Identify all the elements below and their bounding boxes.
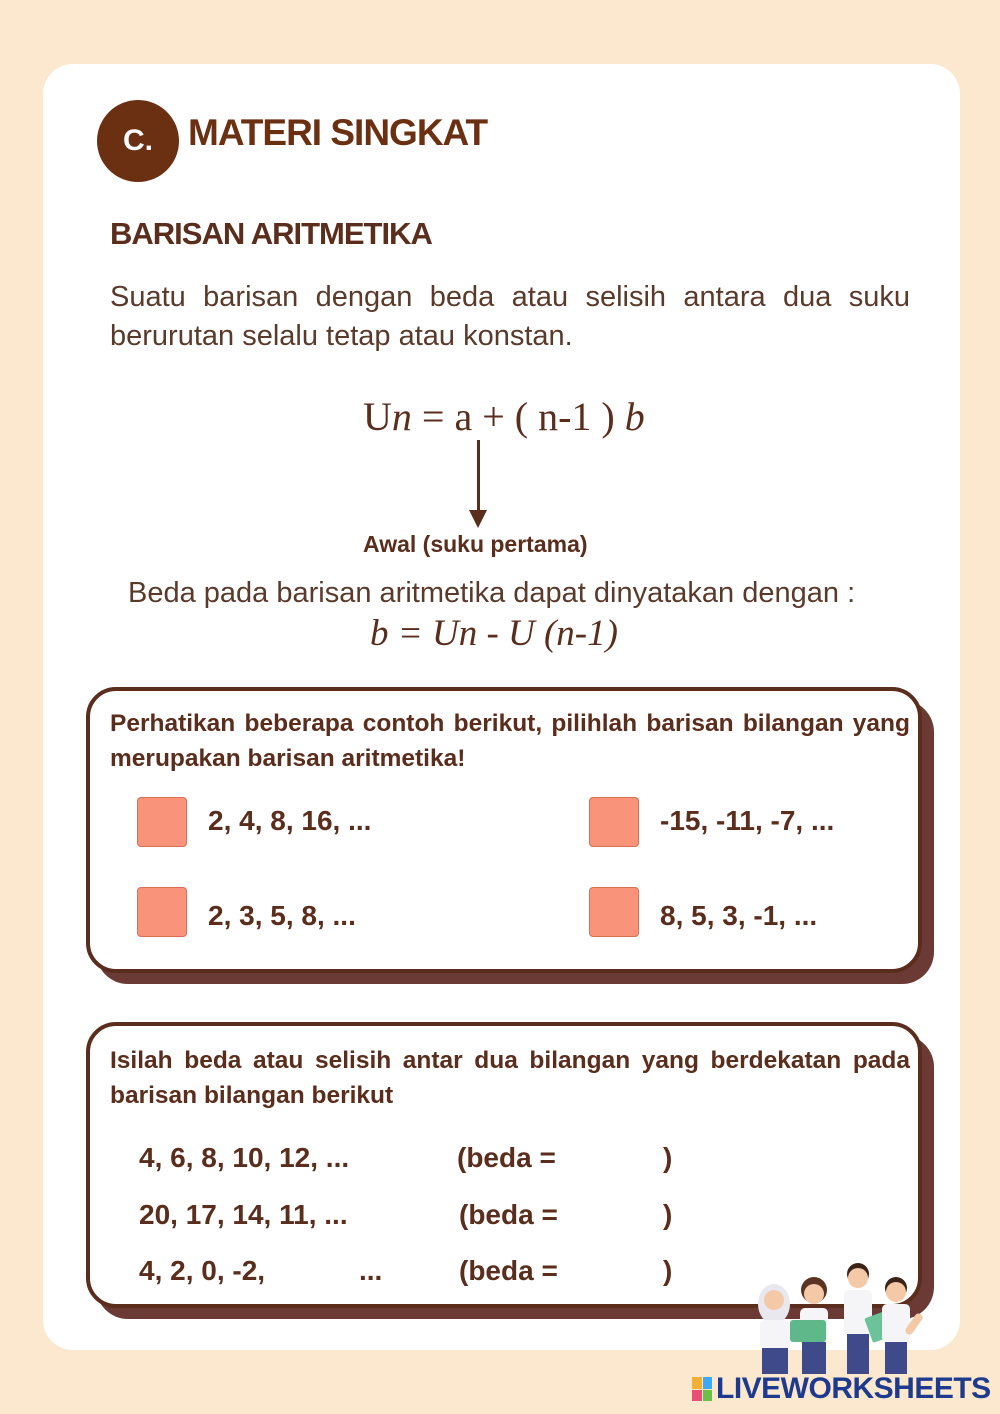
sequence-3: 4, 2, 0, -2, <box>139 1255 266 1286</box>
formula-n: n <box>391 394 412 439</box>
beda-formula: b = Un - U (n-1) <box>370 613 618 654</box>
beda-close-3: ) <box>663 1255 673 1286</box>
beda-input-1[interactable] <box>580 1142 660 1176</box>
beda-close-1: ) <box>663 1142 673 1173</box>
option-checkbox-4[interactable] <box>589 887 639 937</box>
formula-u: U <box>363 394 392 439</box>
sequence-2: 20, 17, 14, 11, ... <box>139 1199 348 1230</box>
students-illustration <box>748 1258 938 1376</box>
logo-square-3 <box>692 1390 702 1402</box>
section-title: MATERI SINGKAT <box>188 112 488 153</box>
sequence-3-ellipsis: ... <box>359 1255 383 1286</box>
logo-square-1 <box>692 1377 702 1389</box>
exercise2-instruction: Isilah beda atau selisih antar dua bilangan yang berdekatan pada barisan bilangan berikut <box>110 1047 910 1109</box>
beda-label-1: (beda = <box>457 1142 556 1173</box>
annotation-label: Awal (suku pertama) <box>363 531 588 557</box>
section-letter: C. <box>123 124 153 157</box>
topic-heading: BARISAN ARITMETIKA <box>110 216 432 251</box>
formula-b: b <box>624 394 645 439</box>
definition-paragraph: Suatu barisan dengan beda atau selisih antara dua suku berurutan selalu tetap atau konstan. <box>110 281 910 352</box>
beda-label-2: (beda = <box>459 1199 558 1230</box>
section-badge <box>97 100 179 182</box>
option-label-4: 8, 5, 3, -1, ... <box>660 900 818 931</box>
beda-paragraph: Beda pada barisan aritmetika dapat dinyatakan dengan : <box>128 577 856 609</box>
liveworksheets-brand <box>716 1372 991 1406</box>
beda-close-2: ) <box>663 1199 673 1230</box>
down-arrow-icon <box>469 510 487 528</box>
option-checkbox-3[interactable] <box>137 887 187 937</box>
option-label-2: -15, -11, -7, ... <box>660 805 835 836</box>
beda-input-3[interactable] <box>580 1255 660 1289</box>
option-label-3: 2, 3, 5, 8, ... <box>208 900 356 931</box>
logo-square-2 <box>703 1377 713 1389</box>
down-arrow-line <box>477 440 480 518</box>
general-formula <box>363 393 645 440</box>
brand-text: LIVEWORKSHEETS <box>716 1372 991 1405</box>
exercise1-instruction: Perhatikan beberapa contoh berikut, pilihlah barisan bilangan yang merupakan barisan aritmetika! <box>110 710 910 772</box>
formula-middle: = a + ( n-1 ) <box>411 394 625 439</box>
sequence-1: 4, 6, 8, 10, 12, ... <box>139 1142 350 1173</box>
logo-square-4 <box>703 1390 713 1402</box>
option-label-1: 2, 4, 8, 16, ... <box>208 805 372 836</box>
option-checkbox-2[interactable] <box>589 797 639 847</box>
beda-label-3: (beda = <box>459 1255 558 1286</box>
option-checkbox-1[interactable] <box>137 797 187 847</box>
beda-input-2[interactable] <box>580 1199 660 1233</box>
liveworksheets-logo-icon <box>692 1377 712 1401</box>
